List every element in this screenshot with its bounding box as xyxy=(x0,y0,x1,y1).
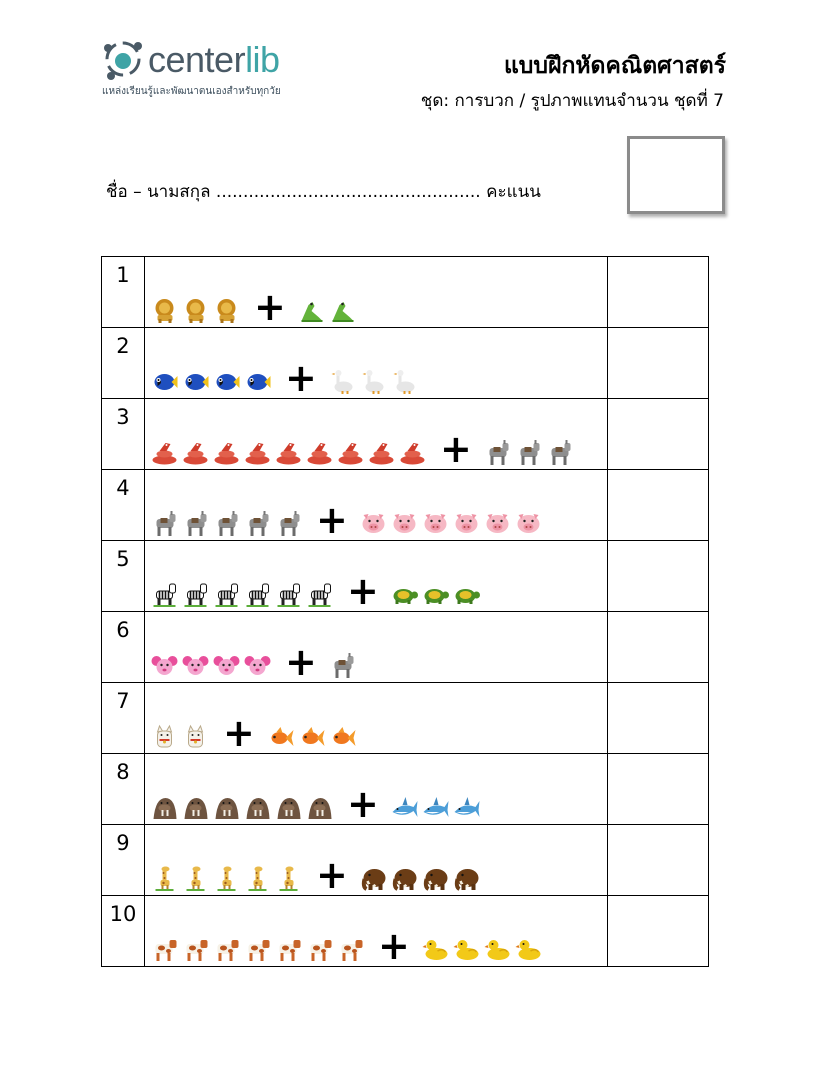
problem-picture-cell xyxy=(144,825,607,896)
plus-sign: + xyxy=(222,711,255,755)
left-addend-group xyxy=(151,368,275,394)
fish-icon xyxy=(151,368,178,394)
fish-icon xyxy=(213,368,240,394)
logo-tagline: แหล่งเรียนรู้และพัฒนาตนเองสำหรับทุกวัย xyxy=(102,86,281,97)
right-addend-group xyxy=(267,723,360,749)
snake-icon xyxy=(151,439,178,465)
answer-cell[interactable] xyxy=(608,257,709,328)
duck-icon xyxy=(484,936,511,962)
right-addend-group xyxy=(391,794,484,820)
left-addend-group xyxy=(151,865,306,891)
snake-icon xyxy=(275,439,302,465)
goldfish-icon xyxy=(298,723,325,749)
donkey-icon xyxy=(515,439,542,465)
right-addend-group xyxy=(360,510,546,536)
problem-table xyxy=(101,256,709,967)
shark-icon xyxy=(453,794,480,820)
problem-row xyxy=(102,257,709,328)
goose-icon xyxy=(329,368,356,394)
worksheet-title: แบบฝึกหัดคณิตศาสตร์ xyxy=(503,53,726,79)
problem-number: 10 xyxy=(102,896,145,967)
mammoth-icon xyxy=(360,865,387,891)
centerlib-logo xyxy=(100,36,340,100)
donkey-icon xyxy=(182,510,209,536)
left-addend-group xyxy=(151,297,244,323)
problem-number: 1 xyxy=(102,257,145,328)
answer-cell[interactable] xyxy=(608,683,709,754)
fish-icon xyxy=(244,368,271,394)
left-addend-group xyxy=(151,439,430,465)
giraffe-icon xyxy=(182,865,209,891)
worksheet-subtitle: ชุด: การบวก / รูปภาพแทนจำนวน ชุดที่ 7 xyxy=(420,91,724,111)
cow-icon xyxy=(306,936,333,962)
snake-icon xyxy=(399,439,426,465)
answer-cell[interactable] xyxy=(608,754,709,825)
fish-icon xyxy=(182,368,209,394)
plus-sign: + xyxy=(284,356,317,400)
problem-row xyxy=(102,470,709,541)
snake-icon xyxy=(244,439,271,465)
zebra-icon xyxy=(151,581,178,607)
goose-icon xyxy=(360,368,387,394)
zebra-icon xyxy=(306,581,333,607)
walrus-icon xyxy=(275,794,302,820)
plus-sign: + xyxy=(253,285,286,329)
lucky-cat-icon xyxy=(151,723,178,749)
right-addend-group xyxy=(329,368,422,394)
walrus-icon xyxy=(182,794,209,820)
problem-picture-cell xyxy=(144,612,607,683)
donkey-icon xyxy=(546,439,573,465)
problem-number: 3 xyxy=(102,399,145,470)
problem-row xyxy=(102,612,709,683)
zebra-icon xyxy=(244,581,271,607)
plus-sign: + xyxy=(346,782,379,826)
problem-number: 6 xyxy=(102,612,145,683)
answer-cell[interactable] xyxy=(608,825,709,896)
cow-icon xyxy=(182,936,209,962)
left-addend-group xyxy=(151,794,337,820)
walrus-icon xyxy=(244,794,271,820)
plus-sign: + xyxy=(315,853,348,897)
answer-cell[interactable] xyxy=(608,328,709,399)
problem-picture-cell xyxy=(144,541,607,612)
left-addend-group xyxy=(151,581,337,607)
right-addend-group xyxy=(422,936,546,962)
donkey-icon xyxy=(151,510,178,536)
problem-row xyxy=(102,825,709,896)
lion-icon xyxy=(151,297,178,323)
mammoth-icon xyxy=(422,865,449,891)
answer-cell[interactable] xyxy=(608,612,709,683)
mammoth-icon xyxy=(453,865,480,891)
shark-icon xyxy=(391,794,418,820)
problem-row xyxy=(102,541,709,612)
answer-cell[interactable] xyxy=(608,399,709,470)
name-score-line: ชื่อ – นามสกุล ................................................. คะแนน xyxy=(106,182,541,202)
pig-icon xyxy=(422,510,449,536)
score-box xyxy=(627,136,725,214)
giraffe-icon xyxy=(213,865,240,891)
snake-icon xyxy=(182,439,209,465)
left-addend-group xyxy=(151,936,368,962)
duck-icon xyxy=(515,936,542,962)
problem-number: 2 xyxy=(102,328,145,399)
giraffe-icon xyxy=(244,865,271,891)
zebra-icon xyxy=(275,581,302,607)
problem-picture-cell xyxy=(144,328,607,399)
goose-icon xyxy=(391,368,418,394)
crocodile-icon xyxy=(298,297,325,323)
right-addend-group xyxy=(484,439,577,465)
problem-row xyxy=(102,683,709,754)
problem-number: 8 xyxy=(102,754,145,825)
problem-number: 4 xyxy=(102,470,145,541)
cow-icon xyxy=(275,936,302,962)
turtle-icon xyxy=(422,581,449,607)
giraffe-icon xyxy=(275,865,302,891)
snake-icon xyxy=(368,439,395,465)
left-addend-group xyxy=(151,652,275,678)
right-addend-group xyxy=(391,581,484,607)
cow-icon xyxy=(337,936,364,962)
shark-icon xyxy=(422,794,449,820)
pig-icon xyxy=(391,510,418,536)
problem-picture-cell xyxy=(144,257,607,328)
donkey-icon xyxy=(329,652,356,678)
problem-row xyxy=(102,328,709,399)
turtle-icon xyxy=(453,581,480,607)
giraffe-icon xyxy=(151,865,178,891)
mouse-icon xyxy=(151,652,178,678)
plus-sign: + xyxy=(346,569,379,613)
mouse-icon xyxy=(244,652,271,678)
plus-sign: + xyxy=(284,640,317,684)
problem-number: 5 xyxy=(102,541,145,612)
left-addend-group xyxy=(151,510,306,536)
lion-icon xyxy=(182,297,209,323)
lucky-cat-icon xyxy=(182,723,209,749)
turtle-icon xyxy=(391,581,418,607)
pig-icon xyxy=(484,510,511,536)
plus-sign: + xyxy=(315,498,348,542)
pig-icon xyxy=(515,510,542,536)
answer-cell[interactable] xyxy=(608,541,709,612)
lion-icon xyxy=(213,297,240,323)
problem-picture-cell xyxy=(144,470,607,541)
donkey-icon xyxy=(213,510,240,536)
walrus-icon xyxy=(306,794,333,820)
goldfish-icon xyxy=(267,723,294,749)
donkey-icon xyxy=(484,439,511,465)
right-addend-group xyxy=(360,865,484,891)
problem-picture-cell xyxy=(144,399,607,470)
snake-icon xyxy=(306,439,333,465)
pig-icon xyxy=(453,510,480,536)
answer-cell[interactable] xyxy=(608,470,709,541)
problem-row xyxy=(102,754,709,825)
right-addend-group xyxy=(329,652,360,678)
snake-icon xyxy=(213,439,240,465)
logo-wordmark: centerlib xyxy=(148,39,280,80)
answer-cell[interactable] xyxy=(608,896,709,967)
duck-icon xyxy=(422,936,449,962)
zebra-icon xyxy=(213,581,240,607)
donkey-icon xyxy=(244,510,271,536)
mammoth-icon xyxy=(391,865,418,891)
snake-icon xyxy=(337,439,364,465)
problem-number: 7 xyxy=(102,683,145,754)
goldfish-icon xyxy=(329,723,356,749)
problem-picture-cell xyxy=(144,896,607,967)
mouse-icon xyxy=(213,652,240,678)
mouse-icon xyxy=(182,652,209,678)
problem-number: 9 xyxy=(102,825,145,896)
problem-row xyxy=(102,896,709,967)
problem-picture-cell xyxy=(144,754,607,825)
plus-sign: + xyxy=(439,427,472,471)
logo-network-icon xyxy=(100,36,146,82)
cow-icon xyxy=(244,936,271,962)
walrus-icon xyxy=(213,794,240,820)
zebra-icon xyxy=(182,581,209,607)
left-addend-group xyxy=(151,723,213,749)
plus-sign: + xyxy=(377,924,410,968)
cow-icon xyxy=(151,936,178,962)
problem-picture-cell xyxy=(144,683,607,754)
cow-icon xyxy=(213,936,240,962)
crocodile-icon xyxy=(329,297,356,323)
right-addend-group xyxy=(298,297,360,323)
problem-row xyxy=(102,399,709,470)
pig-icon xyxy=(360,510,387,536)
donkey-icon xyxy=(275,510,302,536)
walrus-icon xyxy=(151,794,178,820)
duck-icon xyxy=(453,936,480,962)
